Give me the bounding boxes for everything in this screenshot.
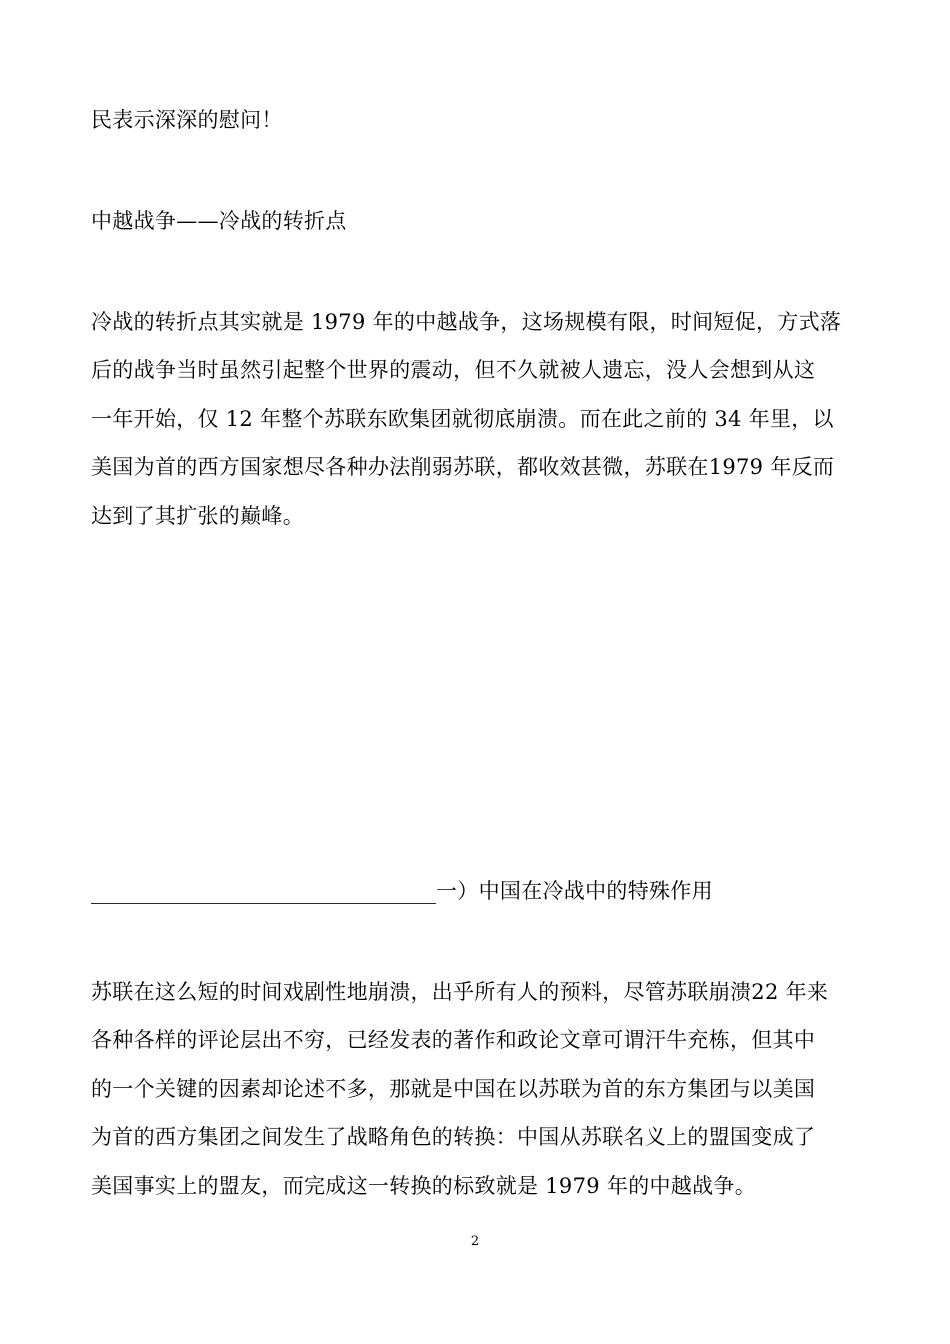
closing-line: 民表示深深的慰问！ bbox=[91, 108, 283, 132]
section-rule bbox=[91, 903, 436, 904]
paragraph-line: 达到了其扩张的巅峰。 bbox=[91, 504, 304, 528]
page-number: 2 bbox=[470, 1234, 480, 1249]
paragraph-line: 为首的西方集团之间发生了战略角色的转换：中国从苏联名义上的盟国变成了 bbox=[91, 1125, 816, 1149]
paragraph-line: 后的战争当时虽然引起整个世界的震动，但不久就被人遗忘，没人会想到从这 bbox=[91, 358, 816, 382]
article-title: 中越战争——冷战的转折点 bbox=[91, 209, 347, 233]
section-heading: 一）中国在冷战中的特殊作用 bbox=[436, 879, 713, 903]
paragraph-line: 苏联在这么短的时间戏剧性地崩溃，出乎所有人的预料，尽管苏联崩溃22 年来 bbox=[91, 980, 829, 1004]
paragraph-line: 美国事实上的盟友，而完成这一转换的标致就是 1979 年的中越战争。 bbox=[91, 1174, 756, 1198]
paragraph-line: 各种各样的评论层出不穷，已经发表的著作和政论文章可谓汗牛充栋，但其中 bbox=[91, 1028, 816, 1052]
paragraph-line: 美国为首的西方国家想尽各种办法削弱苏联，都收效甚微，苏联在1979 年反而 bbox=[91, 455, 835, 479]
paragraph-line: 一年开始，仅 12 年整个苏联东欧集团就彻底崩溃。而在此之前的 34 年里，以 bbox=[91, 407, 834, 431]
paragraph-line: 的一个关键的因素却论述不多，那就是中国在以苏联为首的东方集团与以美国 bbox=[91, 1077, 816, 1101]
paragraph-line: 冷战的转折点其实就是 1979 年的中越战争，这场规模有限，时间短促，方式落 bbox=[91, 310, 842, 334]
